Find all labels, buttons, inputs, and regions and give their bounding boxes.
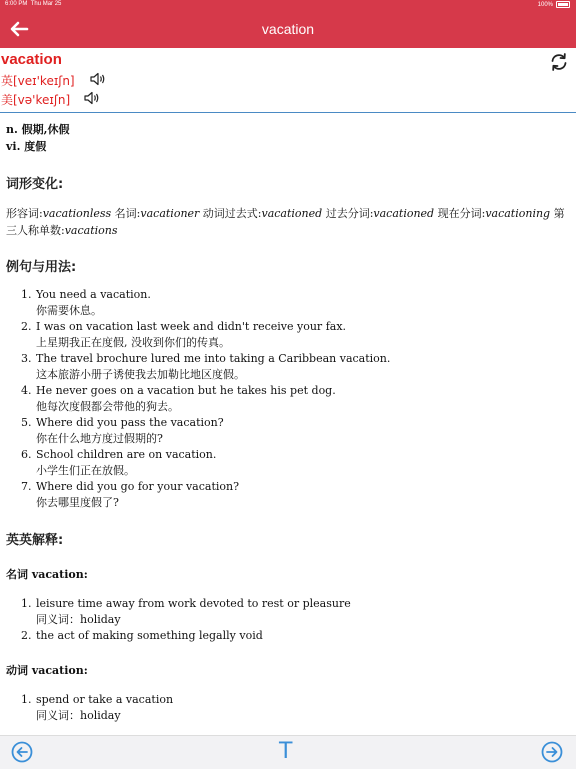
list-item: 6. School children are on vacation. 小学生们正在放假。 (21, 448, 217, 477)
list-item: 2. the act of making something legally void (21, 629, 263, 642)
noun-subheading: 名词 vacation: (6, 568, 88, 581)
nav-bar (0, 10, 576, 48)
examples-list (0, 287, 576, 511)
text-size-button[interactable]: T (279, 739, 293, 764)
word-header (0, 48, 576, 113)
list-item: 1. spend or take a vacation 同义词：holiday (21, 693, 174, 722)
verb-subheading: 动词 vacation: (6, 664, 88, 677)
content-area[interactable] (0, 113, 576, 735)
list-item: 4. He never goes on a vacation but he takes his pet dog. 他每次度假都会带他的狗去。 (21, 384, 336, 413)
refresh-icon[interactable] (549, 52, 569, 72)
headword: vacation (1, 51, 62, 68)
status-date: Thu Mar 25 (30, 1, 62, 7)
examples-heading: 例句与用法: (6, 260, 77, 275)
definition-line: vi. 度假 (6, 140, 47, 153)
english-heading: 英英解释: (6, 533, 64, 548)
bottom-toolbar (0, 735, 576, 769)
list-item: 2. I was on vacation last week and didn't receive your fax. 上星期我正在度假, 没收到你们的传真。 (21, 320, 347, 349)
list-item: 1. You need a vacation. 你需要休息。 (21, 288, 151, 317)
battery-icon (556, 1, 570, 8)
speaker-icon[interactable] (90, 72, 106, 86)
noun-list (0, 596, 576, 644)
uk-pronunciation: 英[veɪ'keɪʃn] (1, 74, 75, 88)
list-item: 7. Where did you go for your vacation? 你去哪里度假了? (21, 480, 240, 509)
circle-left-arrow-icon[interactable] (11, 741, 33, 763)
definitions (6, 121, 70, 155)
speaker-icon[interactable] (84, 91, 100, 105)
definition-line: n. 假期,休假 (6, 123, 70, 136)
status-time: 6:00 PM (5, 1, 28, 7)
circle-right-arrow-icon[interactable] (541, 741, 563, 763)
forms-heading: 词形变化: (6, 177, 64, 192)
word-forms: 形容词:vacationless 名词:vacationer 动词过去式:vacationed 过去分词:vacationed 现在分词:vacationing 第三人称单数:vacations (6, 207, 565, 237)
list-item: 5. Where did you pass the vacation? 你在什么地方度过假期的? (21, 416, 224, 445)
verb-list (0, 692, 576, 724)
status-bar (0, 0, 576, 10)
list-item: 1. leisure time away from work devoted to rest or pleasure 同义词：holiday (21, 597, 351, 626)
list-item: 3. The travel brochure lured me into taking a Caribbean vacation. 这本旅游小册子诱使我去加勒比地区度假。 (21, 352, 391, 381)
page-title: vacation (261, 21, 315, 37)
us-pronunciation: 美[və'keɪʃn] (1, 93, 71, 107)
battery-percent: 100% (537, 1, 553, 8)
